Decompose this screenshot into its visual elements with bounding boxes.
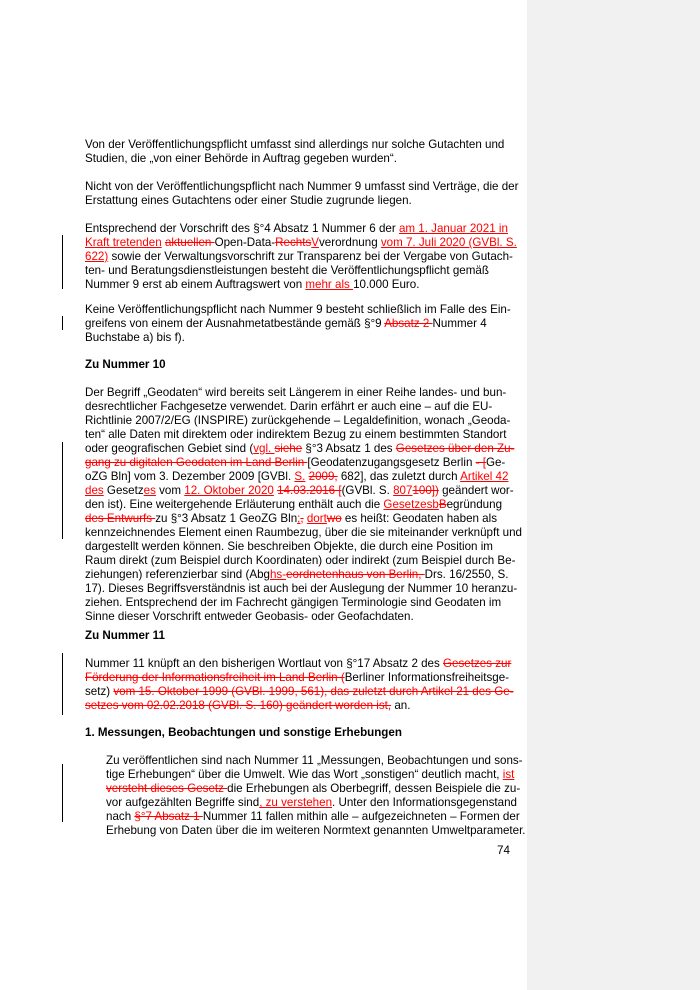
text-line <box>85 512 517 526</box>
inserted-text: V <box>311 236 319 249</box>
text-run: Nummer 11 knüpft an den bisherigen Wortlaut von §°17 Absatz 2 des <box>85 657 444 670</box>
paragraph <box>85 303 517 345</box>
text-line <box>85 657 517 671</box>
inserted-text: Kraft tretenden <box>85 236 162 249</box>
text-line <box>106 782 521 796</box>
text-line <box>106 754 523 768</box>
text-line <box>85 250 517 264</box>
text-run: es heißt: Geodaten haben als <box>341 512 498 525</box>
text-line <box>85 540 517 554</box>
text-line <box>85 414 517 428</box>
text-line <box>85 278 517 292</box>
text-line <box>85 526 522 540</box>
change-bar <box>62 764 63 822</box>
inserted-text: S. <box>294 470 306 483</box>
inserted-text: dort <box>306 512 327 525</box>
paragraph <box>85 138 517 166</box>
text-run: zu §°3 Absatz 1 GeoZG Bln <box>155 512 298 525</box>
inserted-text: vom 7. Juli 2020 (GVBl. S. <box>380 236 517 249</box>
text-run: Ge- <box>485 456 506 469</box>
subsection-heading <box>85 726 517 740</box>
text-line <box>106 810 520 824</box>
deleted-text: 14.03.2016 [ <box>277 484 342 497</box>
text-line <box>85 498 517 512</box>
deleted-text: Absatz 2 <box>384 317 433 330</box>
change-bar <box>62 653 63 715</box>
paragraph <box>85 180 517 208</box>
text-line <box>85 568 517 582</box>
text-line <box>85 582 517 596</box>
text-line <box>85 386 517 400</box>
text-line <box>85 484 517 498</box>
deleted-text: setzes vom 02.02.2018 (GVBl. S. 160) geändert worden ist, <box>85 699 392 712</box>
text-run: Open-Data- <box>214 236 276 249</box>
text-run: Erstattung eines Gutachtens oder einer Studie zugrunde liegen. <box>85 194 412 207</box>
text-line <box>85 358 517 372</box>
text-line <box>85 671 517 685</box>
text-run: dargestellt werden können. Sie beschreiben Objekte, die durch eine Position im <box>85 540 493 553</box>
text-run: 1. Messungen, Beobachtungen und sonstige Erhebungen <box>85 726 402 739</box>
text-run: 10.000 Euro. <box>353 278 420 291</box>
deleted-text: aktuellen <box>164 236 215 249</box>
inserted-text: ist <box>502 768 515 781</box>
inserted-text: 12. Oktober 2020 <box>184 484 274 497</box>
text-line <box>85 442 517 456</box>
text-line <box>85 456 517 470</box>
inserted-text: am 1. Januar 2021 in <box>398 222 508 235</box>
comments-pane <box>527 0 700 990</box>
section-heading <box>85 629 517 643</box>
inserted-text: mehr als <box>305 278 354 291</box>
text-run: Zu veröffentlichen sind nach Nummer 11 „Messungen, Beobachtungen und sons- <box>106 754 523 767</box>
inserted-text: 622) <box>85 250 109 263</box>
deleted-text: gang zu digitalen Geodaten im Land Berlin <box>85 456 308 469</box>
deleted-text: siehe <box>274 442 303 455</box>
inserted-text: 807 <box>393 484 413 497</box>
text-line <box>106 824 526 838</box>
deleted-text: Gesetzes zur <box>443 657 512 670</box>
text-run: verordnung <box>318 236 381 249</box>
deleted-text: Rechts <box>275 236 312 249</box>
deleted-text: §°7 Absatz 1 <box>134 810 203 823</box>
text-line <box>85 317 517 331</box>
text-run: Zu Nummer 11 <box>85 629 165 642</box>
text-run: vom <box>155 484 185 497</box>
text-run: Buchstabe a) bis f). <box>85 331 185 344</box>
text-line <box>85 138 517 152</box>
text-run: Der Begriff „Geodaten“ wird bereits seit Längerem in einer Reihe landes- und bun- <box>85 386 507 399</box>
text-run: Studien, die „von einer Behörde in Auftrag gegeben wurden“. <box>85 152 397 165</box>
deleted-text: 100]) <box>412 484 439 497</box>
deleted-text: B <box>438 498 447 511</box>
text-line <box>106 796 517 810</box>
text-run: egründung <box>446 498 503 511</box>
text-run: sowie der Verwaltungsvorschrift zur Transparenz bei der Vergabe von Gutach- <box>108 250 513 263</box>
text-run: vor aufgezählten Begriffe sind <box>106 796 260 809</box>
text-run: Nummer 9 erst ab einem Auftragswert von <box>85 278 306 291</box>
paragraph <box>106 754 526 838</box>
text-run: desrechtlicher Fachgesetze verwendet. Darin erfährt er auch eine – auf die EU- <box>85 400 493 413</box>
paragraph <box>85 657 517 713</box>
text-run: ziehungen) referenzierbar sind (Abg <box>85 568 270 581</box>
paragraph <box>85 222 517 292</box>
deleted-text: des Entwurfs <box>85 512 156 525</box>
text-run: Berliner Informationsfreiheitsge- <box>344 671 510 684</box>
text-line <box>85 629 517 643</box>
text-run: kennzeichnendes Element einen Raumbezug, über die sie miteinander verknüpft und <box>85 526 522 539</box>
text-run: (GVBl. S. <box>341 484 394 497</box>
text-line <box>85 596 517 610</box>
text-run: Raum direkt (zum Beispiel durch Koordinaten) oder indirekt (zum Beispiel durch Be- <box>85 554 516 567</box>
deleted-text: , <box>300 512 304 525</box>
text-line <box>85 331 517 345</box>
text-run: Erhebung von Daten über die im weiteren Normtext genannten Umweltparameter. <box>106 824 526 837</box>
section-heading <box>85 358 517 372</box>
text-line <box>85 264 517 278</box>
deleted-text: Gesetzes über den Zu- <box>395 442 515 455</box>
text-run: die Erhebungen als Oberbegriff, dessen Beispiele die zu- <box>227 782 521 795</box>
deleted-text: wo <box>326 512 342 525</box>
text-run: Drs. 16/2550, S. <box>424 568 509 581</box>
text-run: Geodatenzugangsgesetz Berlin <box>310 456 476 469</box>
text-run: Zu Nummer 10 <box>85 358 166 371</box>
paragraph <box>85 386 522 624</box>
text-run: §°3 Absatz 1 des <box>302 442 396 455</box>
text-line <box>85 303 517 317</box>
inserted-text: Artikel 42 <box>460 470 509 483</box>
text-run: den ist). Eine weitergehende Erläuterung enthält auch die <box>85 498 384 511</box>
text-run: ten“ alle Daten mit direktem oder indirektem Bezug zu einem bestimmten Standort <box>85 428 507 441</box>
deleted-text: versteht dieses Gesetz <box>106 782 228 795</box>
inserted-text: Gesetzesb <box>383 498 439 511</box>
change-bar <box>62 316 63 330</box>
text-line <box>85 470 517 484</box>
text-run: Richtlinie 2007/2/EG (INSPIRE) zurückgehende – Legaldefinition, wonach „Geoda- <box>85 414 511 427</box>
text-run: Gesetz <box>103 484 144 497</box>
text-run: ziehen. Entsprechend der im Fachrecht gängigen Terminologie sind Geodaten im <box>85 596 502 609</box>
text-run: [ <box>307 456 311 469</box>
text-run: an. <box>391 699 411 712</box>
change-bar <box>62 442 63 539</box>
text-line <box>85 685 517 699</box>
text-run: ten- und Beratungsdienstleistungen besteht die Veröffentlichungspflicht gemäß <box>85 264 489 277</box>
text-run: Von der Veröffentlichungspflicht umfasst sind allerdings nur solche Gutachten und <box>85 138 505 151</box>
text-run: nach <box>106 810 135 823</box>
change-bar <box>62 235 63 289</box>
deleted-text: 2009, <box>308 470 338 483</box>
deleted-text: eordnetenhaus von Berlin, <box>286 568 425 581</box>
text-line <box>85 180 517 194</box>
text-run: Keine Veröffentlichungspflicht nach Nummer 9 besteht schließlich im Falle des Ein- <box>85 303 511 316</box>
text-line <box>85 554 517 568</box>
inserted-text: es <box>143 484 156 497</box>
text-run: Entsprechend der Vorschrift des §°4 Absatz 1 Nummer 6 der <box>85 222 399 235</box>
text-run: Sinne dieser Vorschrift entweder Geobasis- oder Geofachdaten. <box>85 610 414 623</box>
text-run: 17). Dieses Begriffsverständnis ist auch bei der Auslegung der Nummer 10 heranzu- <box>85 582 518 595</box>
inserted-text: , zu verstehen <box>259 796 333 809</box>
inserted-text: ; <box>297 512 301 525</box>
deleted-text: vom 15. Oktober 1999 (GVBl. 1999, 561), das zuletzt durch Artikel 21 des Ge- <box>113 685 514 698</box>
text-run: . Unter den Informationsgegenstand <box>332 796 517 809</box>
text-run: 682], das zuletzt durch <box>337 470 461 483</box>
text-run: oder geografischen Gebiet sind ( <box>85 442 254 455</box>
text-run: tige Erhebungen“ über die Umwelt. Wie das Wort „sonstigen“ deutlich macht, <box>106 768 503 781</box>
text-run: Nummer 4 <box>432 317 487 330</box>
text-run: Nummer 11 fallen mithin alle – aufgezeichneten – Formen der <box>202 810 520 823</box>
text-line <box>85 428 517 442</box>
text-line <box>106 768 517 782</box>
inserted-text: hs- <box>269 568 287 581</box>
deleted-text: - [ <box>475 456 486 469</box>
text-run: geändert wor- <box>438 484 514 497</box>
text-line <box>85 699 517 713</box>
inserted-text: vgl. <box>253 442 275 455</box>
text-line <box>85 222 517 236</box>
text-run: Nicht von der Veröffentlichungspflicht nach Nummer 9 umfasst sind Verträge, die der <box>85 180 519 193</box>
inserted-text: des <box>85 484 104 497</box>
text-run: greifens von einem der Ausnahmetatbestände gemäß §°9 <box>85 317 385 330</box>
text-run: oZG Bln] vom 3. Dezember 2009 [GVBl. <box>85 470 295 483</box>
text-run: setz) <box>85 685 114 698</box>
text-line <box>85 610 517 624</box>
text-line <box>85 400 517 414</box>
text-line <box>85 194 517 208</box>
text-line <box>85 152 517 166</box>
page-number: 74 <box>497 844 510 857</box>
deleted-text: Förderung der Informationsfreiheit im Land Berlin ( <box>85 671 345 684</box>
text-line <box>85 236 517 250</box>
text-line <box>85 726 517 740</box>
